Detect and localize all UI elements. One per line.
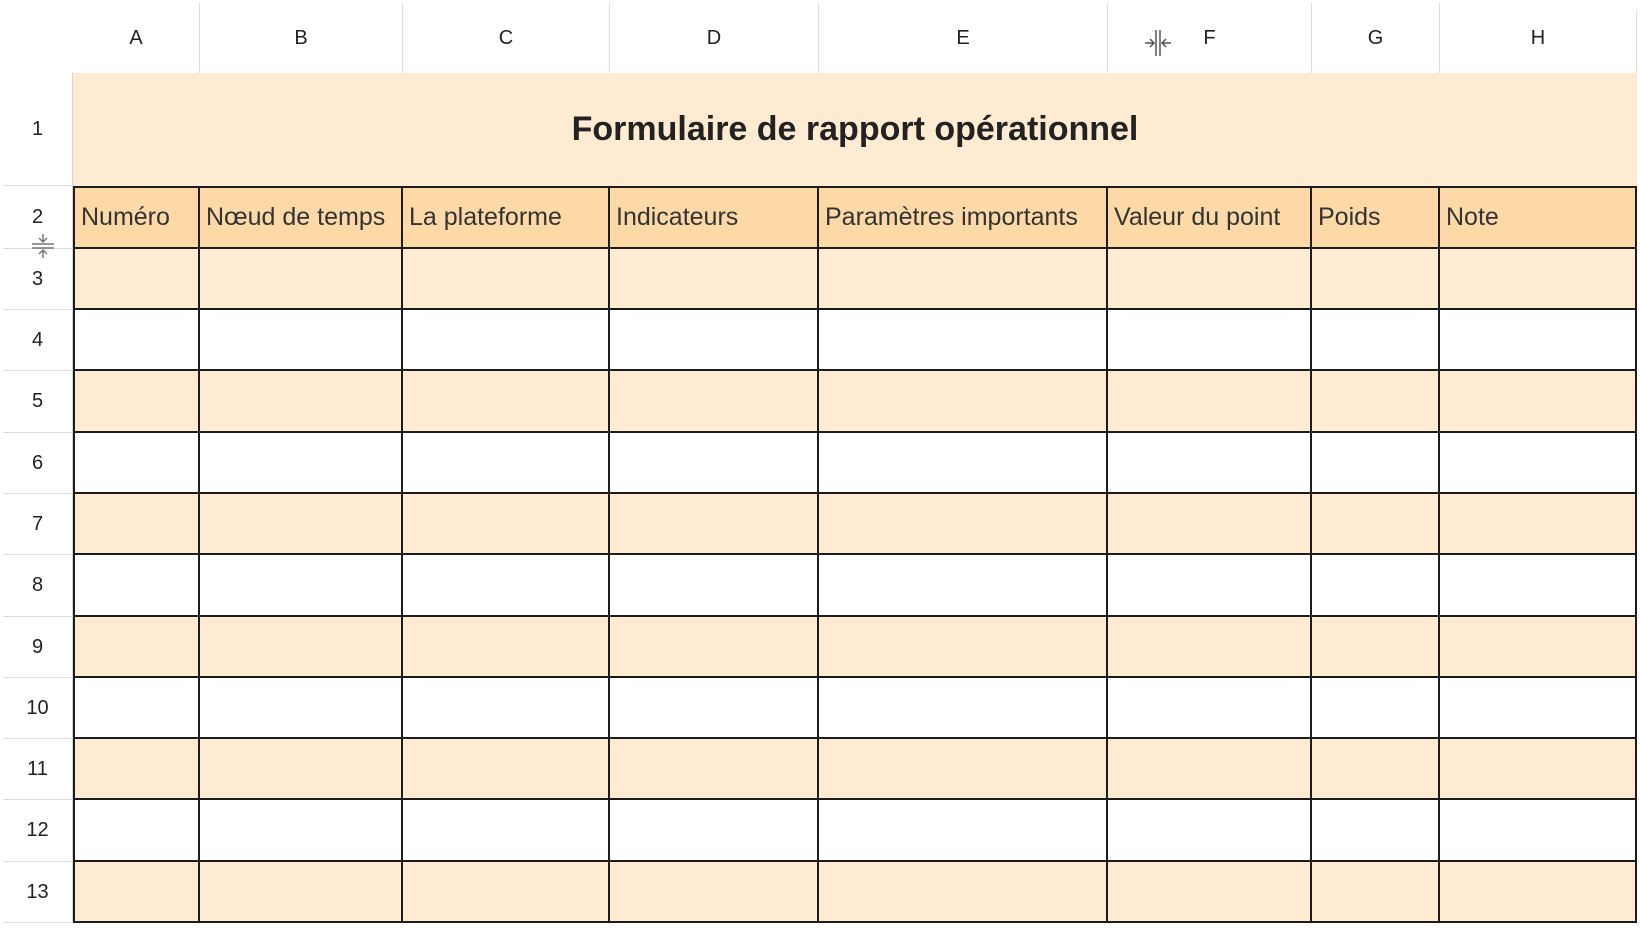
cell-b3[interactable] bbox=[200, 249, 403, 310]
cell-g11[interactable] bbox=[1312, 739, 1440, 800]
column-header-g[interactable]: G bbox=[1312, 3, 1440, 73]
cell-f10[interactable] bbox=[1108, 678, 1312, 739]
cell-g3[interactable] bbox=[1312, 249, 1440, 310]
cell-g4[interactable] bbox=[1312, 310, 1440, 371]
cell-c5[interactable] bbox=[403, 371, 610, 433]
title-cell[interactable] bbox=[73, 73, 1637, 186]
column-header-e[interactable]: E bbox=[819, 3, 1108, 73]
header-label: Numéro bbox=[81, 203, 170, 231]
header-label: Paramètres importants bbox=[825, 203, 1078, 231]
cell-c8[interactable] bbox=[403, 555, 610, 617]
cell-d10[interactable] bbox=[610, 678, 819, 739]
cell-e4[interactable] bbox=[819, 310, 1108, 371]
cell-e9[interactable] bbox=[819, 617, 1108, 678]
cell-f3[interactable] bbox=[1108, 249, 1312, 310]
cell-c6[interactable] bbox=[403, 433, 610, 494]
cell-d13[interactable] bbox=[610, 862, 819, 923]
column-resize-icon[interactable] bbox=[1143, 28, 1173, 58]
cell-g13[interactable] bbox=[1312, 862, 1440, 923]
cell-e3[interactable] bbox=[819, 249, 1108, 310]
cell-g6[interactable] bbox=[1312, 433, 1440, 494]
cell-b4[interactable] bbox=[200, 310, 403, 371]
cell-a13[interactable] bbox=[73, 862, 200, 923]
row-header-7[interactable]: 7 bbox=[3, 494, 73, 555]
cell-b13[interactable] bbox=[200, 862, 403, 923]
cell-a11[interactable] bbox=[73, 739, 200, 800]
cell-g10[interactable] bbox=[1312, 678, 1440, 739]
column-header-d[interactable]: D bbox=[610, 3, 819, 73]
cell-d4[interactable] bbox=[610, 310, 819, 371]
cell-f6[interactable] bbox=[1108, 433, 1312, 494]
column-header-f[interactable]: F bbox=[1108, 3, 1312, 73]
header-cell-a[interactable] bbox=[73, 186, 200, 249]
cell-f11[interactable] bbox=[1108, 739, 1312, 800]
cell-g12[interactable] bbox=[1312, 800, 1440, 862]
cell-e6[interactable] bbox=[819, 433, 1108, 494]
cell-b8[interactable] bbox=[200, 555, 403, 617]
cell-c7[interactable] bbox=[403, 494, 610, 555]
row-header-1[interactable]: 1 bbox=[3, 73, 73, 186]
cell-g8[interactable] bbox=[1312, 555, 1440, 617]
cell-b7[interactable] bbox=[200, 494, 403, 555]
cell-h11[interactable] bbox=[1440, 739, 1637, 800]
cell-a8[interactable] bbox=[73, 555, 200, 617]
cell-c10[interactable] bbox=[403, 678, 610, 739]
row-header-8[interactable]: 8 bbox=[3, 555, 73, 617]
column-header-b[interactable]: B bbox=[200, 3, 403, 73]
cell-d8[interactable] bbox=[610, 555, 819, 617]
cell-h10[interactable] bbox=[1440, 678, 1637, 739]
cell-a4[interactable] bbox=[73, 310, 200, 371]
header-cell-d[interactable] bbox=[610, 186, 819, 249]
cell-f5[interactable] bbox=[1108, 371, 1312, 433]
cell-h12[interactable] bbox=[1440, 800, 1637, 862]
cell-e8[interactable] bbox=[819, 555, 1108, 617]
column-header-a[interactable]: A bbox=[73, 3, 200, 73]
cell-b11[interactable] bbox=[200, 739, 403, 800]
sheet-title: Formulaire de rapport opérationnel bbox=[571, 110, 1139, 148]
cell-e13[interactable] bbox=[819, 862, 1108, 923]
row-resize-icon[interactable] bbox=[30, 233, 56, 259]
cell-d6[interactable] bbox=[610, 433, 819, 494]
cell-d9[interactable] bbox=[610, 617, 819, 678]
cell-h6[interactable] bbox=[1440, 433, 1637, 494]
header-cell-h[interactable] bbox=[1440, 186, 1637, 249]
row-header-6[interactable]: 6 bbox=[3, 433, 73, 494]
cell-a6[interactable] bbox=[73, 433, 200, 494]
cell-e5[interactable] bbox=[819, 371, 1108, 433]
cell-d11[interactable] bbox=[610, 739, 819, 800]
header-cell-g[interactable] bbox=[1312, 186, 1440, 249]
cell-c4[interactable] bbox=[403, 310, 610, 371]
cell-a3[interactable] bbox=[73, 249, 200, 310]
column-header-c[interactable]: C bbox=[403, 3, 610, 73]
cell-f7[interactable] bbox=[1108, 494, 1312, 555]
spreadsheet bbox=[3, 3, 1637, 949]
cell-e11[interactable] bbox=[819, 739, 1108, 800]
row-header-12[interactable]: 12 bbox=[3, 800, 73, 862]
cell-b12[interactable] bbox=[200, 800, 403, 862]
cell-f9[interactable] bbox=[1108, 617, 1312, 678]
row-header-3[interactable]: 3 bbox=[3, 249, 73, 310]
cell-g7[interactable] bbox=[1312, 494, 1440, 555]
cell-b9[interactable] bbox=[200, 617, 403, 678]
row-header-9[interactable]: 9 bbox=[3, 617, 73, 678]
cell-e12[interactable] bbox=[819, 800, 1108, 862]
cell-a5[interactable] bbox=[73, 371, 200, 433]
cell-c11[interactable] bbox=[403, 739, 610, 800]
cell-h13[interactable] bbox=[1440, 862, 1637, 923]
row-header-10[interactable]: 10 bbox=[3, 678, 73, 739]
cell-c3[interactable] bbox=[403, 249, 610, 310]
cell-e10[interactable] bbox=[819, 678, 1108, 739]
cell-c12[interactable] bbox=[403, 800, 610, 862]
cell-a9[interactable] bbox=[73, 617, 200, 678]
cell-f13[interactable] bbox=[1108, 862, 1312, 923]
cell-f8[interactable] bbox=[1108, 555, 1312, 617]
cell-c13[interactable] bbox=[403, 862, 610, 923]
cell-d12[interactable] bbox=[610, 800, 819, 862]
cell-a12[interactable] bbox=[73, 800, 200, 862]
cell-a7[interactable] bbox=[73, 494, 200, 555]
cell-b5[interactable] bbox=[200, 371, 403, 433]
cell-a10[interactable] bbox=[73, 678, 200, 739]
cell-g9[interactable] bbox=[1312, 617, 1440, 678]
cell-g5[interactable] bbox=[1312, 371, 1440, 433]
cell-f12[interactable] bbox=[1108, 800, 1312, 862]
cell-h9[interactable] bbox=[1440, 617, 1637, 678]
header-label: Nœud de temps bbox=[206, 203, 386, 231]
header-cell-e[interactable] bbox=[819, 186, 1108, 249]
header-label: Valeur du point bbox=[1114, 203, 1281, 231]
cell-h8[interactable] bbox=[1440, 555, 1637, 617]
header-label: Poids bbox=[1318, 203, 1381, 231]
cell-h5[interactable] bbox=[1440, 371, 1637, 433]
header-label: Indicateurs bbox=[616, 203, 739, 231]
row-header-11[interactable]: 11 bbox=[3, 739, 73, 800]
cell-d7[interactable] bbox=[610, 494, 819, 555]
row-header-4[interactable]: 4 bbox=[3, 310, 73, 371]
row-header-13[interactable]: 13 bbox=[3, 862, 73, 923]
cell-h4[interactable] bbox=[1440, 310, 1637, 371]
header-label: La plateforme bbox=[409, 203, 562, 231]
cell-c9[interactable] bbox=[403, 617, 610, 678]
row-header-2[interactable]: 2 bbox=[3, 186, 73, 249]
cell-d5[interactable] bbox=[610, 371, 819, 433]
cell-b10[interactable] bbox=[200, 678, 403, 739]
header-cell-f[interactable] bbox=[1108, 186, 1312, 249]
header-label: Note bbox=[1446, 203, 1499, 231]
cell-b6[interactable] bbox=[200, 433, 403, 494]
cell-d3[interactable] bbox=[610, 249, 819, 310]
cell-f4[interactable] bbox=[1108, 310, 1312, 371]
cell-e7[interactable] bbox=[819, 494, 1108, 555]
row-header-5[interactable]: 5 bbox=[3, 371, 73, 433]
header-cell-c[interactable] bbox=[403, 186, 610, 249]
cell-h7[interactable] bbox=[1440, 494, 1637, 555]
header-cell-b[interactable] bbox=[200, 186, 403, 249]
cell-h3[interactable] bbox=[1440, 249, 1637, 310]
column-header-h[interactable]: H bbox=[1440, 3, 1637, 73]
